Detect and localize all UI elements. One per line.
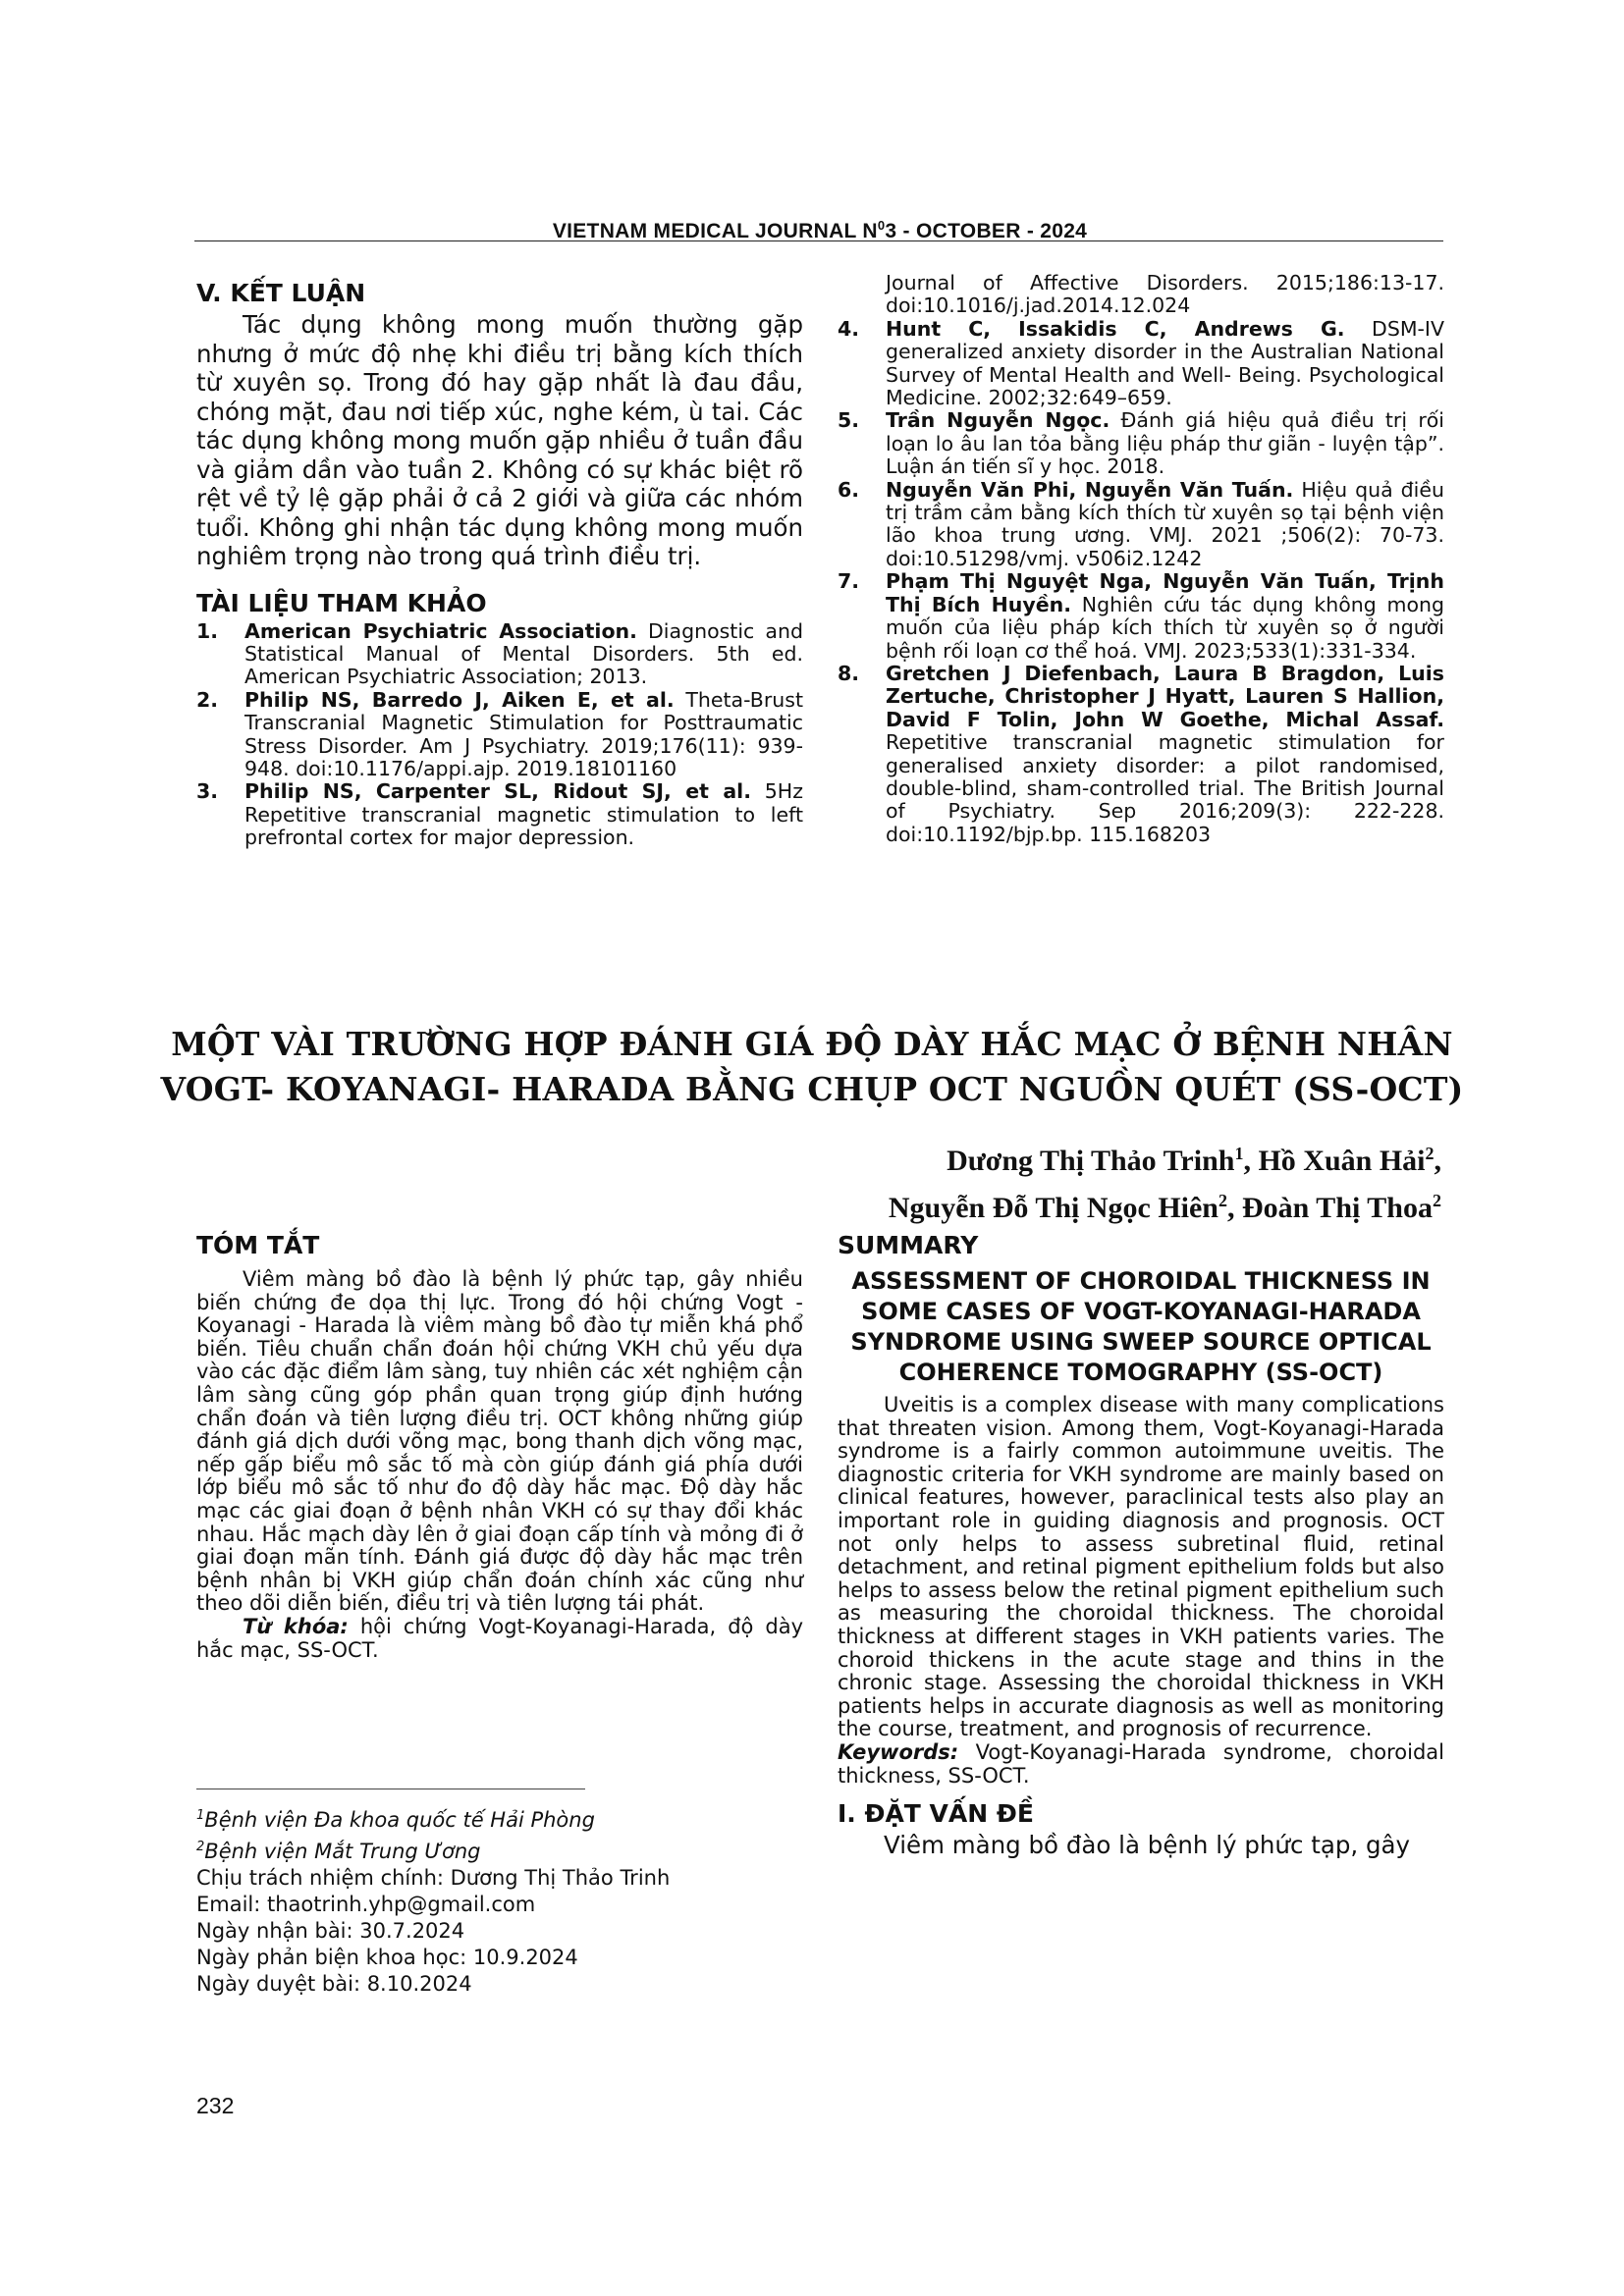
authors-line-2 (558, 1181, 1441, 1228)
reference-number: 5. (838, 408, 860, 433)
abstract-vi-keywords (196, 1616, 803, 1662)
reference-text: Theta-Brust Transcranial Magnetic Stimulation for Posttraumatic Stress Disorder. Am J Psychiatry. 2019;176(11): 939-948. doi:10.1176/appi.ajp. 2019.18101160 (244, 687, 803, 780)
references-heading: TÀI LIỆU THAM KHẢO (196, 588, 487, 617)
author-name: Đoàn Thị Thoa (1242, 1192, 1433, 1224)
date-reviewed: Ngày phản biện khoa học: 10.9.2024 (196, 1946, 578, 1969)
reference-list-right (838, 272, 1444, 846)
intro-text: Viêm màng bồ đào là bệnh lý phức tạp, gây (884, 1831, 1411, 1860)
summary-keywords (838, 1741, 1444, 1788)
reference-text: Nghiên cứu tác dụng không mong muốn của liệu pháp kích thích từ xuyên sọ ở người bệnh rối loạn cơ thể hoá. VMJ. 2023;533(1):331-334. (886, 592, 1444, 663)
reference-number: 2. (196, 687, 219, 712)
reference-number: 6. (838, 477, 860, 502)
reference-item (196, 620, 803, 689)
left-column-top (196, 277, 803, 850)
reference-number: 8. (838, 661, 860, 685)
reference-authors: Philip NS, Carpenter SL, Ridout SJ, et al. (244, 779, 751, 804)
article-title-line-1: MỘT VÀI TRƯỜNG HỢP ĐÁNH GIÁ ĐỘ DÀY HẮC MẠC Ở BỆNH NHÂN (171, 1025, 1453, 1063)
summary-heading: SUMMARY (838, 1231, 979, 1259)
right-column-bottom (838, 1229, 1444, 1860)
author-name: Hồ Xuân Hải (1258, 1145, 1426, 1177)
reference-item (838, 409, 1444, 478)
article-title (147, 1022, 1477, 1112)
intro-heading: I. ĐẶT VẤN ĐỀ (838, 1799, 1034, 1829)
reference-text: Đánh giá hiệu quả điều trị rối loạn lo âu lan tỏa bằng liệu pháp thư giãn - luyện tập”. Luận án tiến sĩ y học. 2018. (886, 408, 1445, 479)
author-affiliation: 2 (1218, 1191, 1227, 1210)
reference-item (838, 318, 1444, 410)
reference-text: Diagnostic and Statistical Manual of Mental Disorders. 5th ed. American Psychiatric Association; 2013. (244, 618, 803, 689)
reference-list-left (196, 620, 803, 850)
keywords-label: Từ khóa: (243, 1614, 349, 1638)
date-accepted: Ngày duyệt bài: 8.10.2024 (196, 1972, 472, 1996)
reference-number: 7. (838, 569, 860, 594)
reference-item (196, 780, 803, 849)
author-name: Nguyễn Đỗ Thị Ngọc Hiên (888, 1192, 1218, 1224)
footnotes (196, 1802, 825, 1998)
reference-text: DSM-IV generalized anxiety disorder in the Australian National Survey of Mental Health and Well- Being. Psychological Medicine. 2002;32:649–659. (886, 316, 1444, 410)
contact-email: Email: thaotrinh.yhp@gmail.com (196, 1893, 536, 1916)
author-separator: , (1434, 1145, 1441, 1177)
reference-text: 5Hz Repetitive transcranial magnetic stimulation to left prefrontal cortex for major depression. (244, 779, 803, 850)
reference-number: 3. (196, 779, 219, 804)
right-column-top (838, 272, 1444, 846)
reference-text: Repetitive transcranial magnetic stimulation for generalised anxiety disorder: a pilot randomised, double-blind, sham-controlled trial. The British Journal of Psychiatry. Sep 2016;209(3): 222-228. doi:10.1192/bjp.bp. 115.168203 (886, 730, 1444, 846)
affiliation-marker: 1 (196, 1808, 205, 1823)
affiliation-marker: 2 (196, 1840, 205, 1854)
reference-authors: Philip NS, Barredo J, Aiken E, et al. (244, 687, 675, 712)
author-affiliation: 2 (1425, 1144, 1435, 1163)
author-separator: , (1227, 1192, 1242, 1224)
reference-text: Journal of Affective Disorders. 2015;186:13-17. doi:10.1016/j.jad.2014.12.024 (886, 271, 1444, 318)
author-separator: , (1243, 1145, 1259, 1177)
reference-authors: Hunt C, Issakidis C, Andrews G. (886, 316, 1345, 341)
reference-number: 1. (196, 618, 219, 643)
reference-text: Hiệu quả điều trị trầm cảm bằng kích thích từ xuyên sọ tại bệnh viện lão khoa trung ương. VMJ. 2021 ;506(2): 70-73. doi:10.51298/vmj. v506i2.1242 (886, 477, 1444, 570)
keywords-text: hội chứng Vogt-Koyanagi-Harada, độ dày hắc mạc, SS-OCT. (196, 1614, 803, 1662)
keywords-label: Keywords: (838, 1739, 959, 1764)
reference-item (838, 479, 1444, 571)
issue-number-superscript: 0 (877, 218, 886, 233)
conclusion-heading: V. KẾT LUẬN (196, 279, 366, 307)
conclusion-text: Tác dụng không mong muốn thường gặp nhưng ở mức độ nhẹ khi điều trị bằng kích thích từ xuyên sọ. Trong đó hay gặp nhất là đau đầu, chóng mặt, đau nơi tiếp xúc, nghe kém, ù tai. Các tác dụng không mong muốn gặp nhiều ở tuần đầu và giảm dần vào tuần 2. Không có sự khác biệt rõ rệt về tỷ lệ gặp phải ở cả 2 giới và giữa các nhóm tuổi. Không ghi nhận tác dụng không mong muốn nghiêm trọng nào trong quá trình điều trị. (196, 310, 803, 570)
author-affiliation: 2 (1433, 1191, 1441, 1210)
reference-authors: Trần Nguyễn Ngọc. (886, 408, 1110, 433)
affiliation-text: Bệnh viện Mắt Trung Ương (204, 1840, 481, 1863)
reference-item (838, 663, 1444, 846)
reference-item (196, 689, 803, 781)
author-affiliation: 1 (1234, 1144, 1244, 1163)
authors-line-1 (558, 1134, 1441, 1181)
reference-number: 4. (838, 316, 860, 341)
reference-authors: American Psychiatric Association. (244, 618, 637, 643)
reference-authors: Phạm Thị Nguyệt Nga, Nguyễn Văn Tuấn, Trịnh Thị Bích Huyền. (886, 569, 1444, 616)
reference-item (838, 570, 1444, 663)
header-divider (194, 240, 1443, 241)
affiliation-1 (196, 1802, 825, 1834)
journal-name: VIETNAM MEDICAL JOURNAL N (552, 220, 878, 242)
page-number: 232 (196, 2093, 235, 2118)
summary-title: ASSESSMENT OF CHOROIDAL THICKNESS IN SOME CASES OF VOGT-KOYANAGI-HARADA SYNDROME USING SWEEP SOURCE OPTICAL COHERENCE TOMOGRAPHY (SS-OCT) (850, 1267, 1432, 1386)
abstract-vi-text: Viêm màng bồ đào là bệnh lý phức tạp, gây nhiều biến chứng đe dọa thị lực. Trong đó hội chứng Vogt - Koyanagi - Harada là viêm màng bồ đào tự miễn khá phổ biến. Tiêu chuẩn chẩn đoán hội chứng VKH chủ yếu dựa vào các đặc điểm lâm sàng, tuy nhiên các xét nghiệm cận lâm sàng cũng góp phần quan trọng giúp định hướng chẩn đoán và tiên lượng điều trị. OCT không những giúp đánh giá dịch dưới võng mạc, bong thanh dịch võng mạc, nếp gấp biểu mô sắc tố mà còn giúp đánh giá phía dưới lớp biểu mô sắc tố như đo độ dày hắc mạc. Độ dày hắc mạc các giai đoạn ở bệnh nhân VKH có sự thay đổi khác nhau. Hắc mạch dày lên ở giai đoạn cấp tính và mỏng đi ở giai đoạn mãn tính. Đánh giá được độ dày hắc mạc trên bệnh nhân bị VKH giúp chẩn đoán chính xác cũng như theo dõi diễn biến, điều trị và tiên lượng tái phát. (196, 1267, 803, 1616)
left-column-bottom (196, 1229, 803, 1662)
date-received: Ngày nhận bài: 30.7.2024 (196, 1919, 465, 1943)
article-title-line-2: VOGT- KOYANAGI- HARADA BẰNG CHỤP OCT NGUỒN QUÉT (SS-OCT) (160, 1070, 1464, 1108)
affiliation-text: Bệnh viện Đa khoa quốc tế Hải Phòng (204, 1808, 595, 1832)
summary-text: Uveitis is a complex disease with many complications that threaten vision. Among them, Vogt-Koyanagi-Harada syndrome is a fairly common autoimmune uveitis. The diagnostic criteria for VKH syndrome are mainly based on clinical features, however, paraclinical tests also play an important role in guiding diagnosis and prognosis. OCT not only helps to assess subretinal fluid, retinal detachment, and retinal pigment epithelium folds but also helps to assess below the retinal pigment epithelium such as measuring the choroidal thickness. The choroidal thickness at different stages in VKH patients varies. The choroid thickens in the acute stage and thins in the chronic stage. Assessing the choroidal thickness in VKH patients helps in accurate diagnosis as well as monitoring the course, treatment, and prognosis of recurrence. (838, 1393, 1444, 1741)
reference-authors: Gretchen J Diefenbach, Laura B Bragdon, Luis Zertuche, Christopher J Hyatt, Lauren S Hallion, David F Tolin, John W Goethe, Michal Assaf. (886, 661, 1444, 731)
keywords-text: Vogt-Koyanagi-Harada syndrome, choroidal thickness, SS-OCT. (838, 1739, 1444, 1788)
affiliation-2 (196, 1834, 825, 1865)
reference-continuation (838, 272, 1444, 318)
article-authors (558, 1134, 1441, 1228)
corresponding-author: Chịu trách nhiệm chính: Dương Thị Thảo Trinh (196, 1866, 671, 1890)
abstract-vi-heading: TÓM TẮT (196, 1231, 320, 1259)
journal-issue: 3 - OCTOBER - 2024 (885, 220, 1088, 242)
author-name: Dương Thị Thảo Trinh (947, 1145, 1235, 1177)
reference-authors: Nguyễn Văn Phi, Nguyễn Văn Tuấn. (886, 477, 1294, 502)
